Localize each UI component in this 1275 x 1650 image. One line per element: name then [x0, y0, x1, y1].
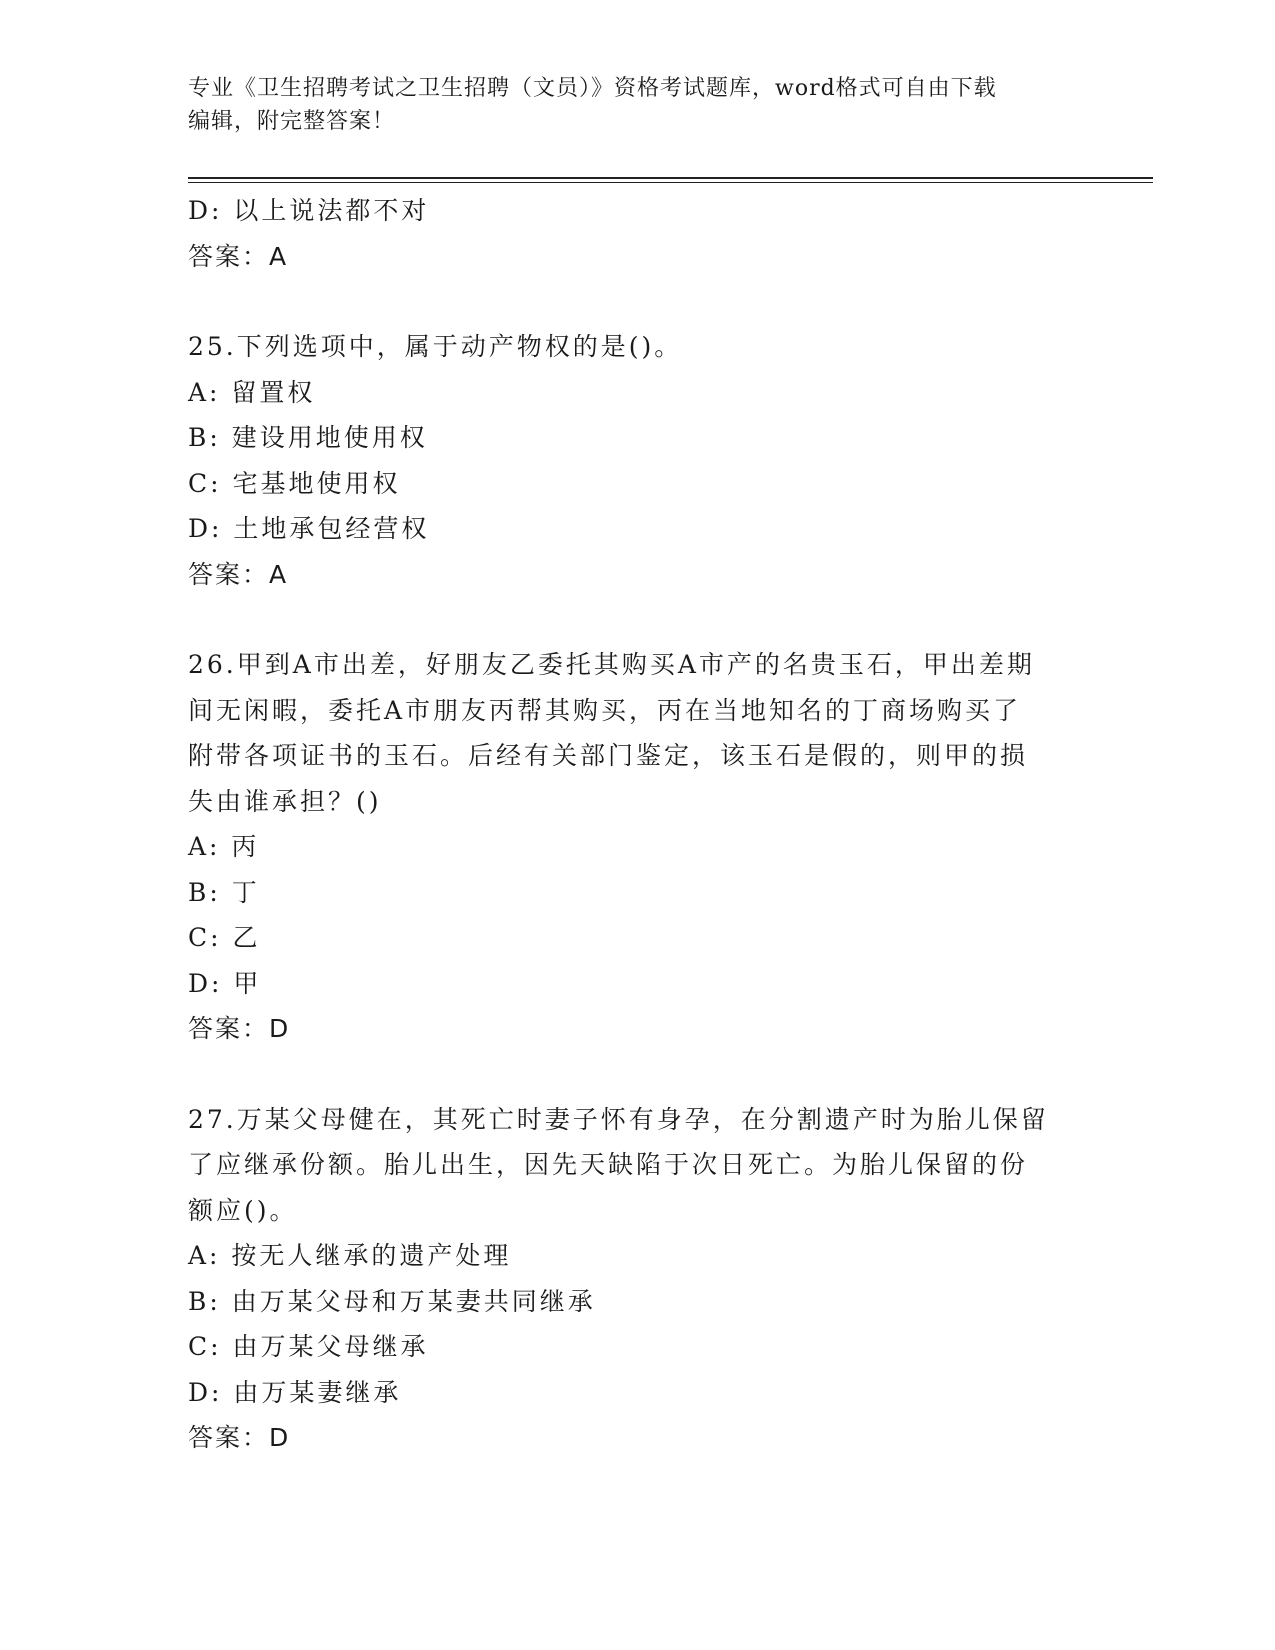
question-stem: 25.下列选项中，属于动产物权的是()。: [188, 332, 683, 361]
question-stem-line: 27.万某父母健在，其死亡时妻子怀有身孕，在分割遗产时为胎儿保留: [188, 1104, 1049, 1134]
answer-line: 答案：A: [188, 241, 289, 271]
header-line-1: 专业《卫生招聘考试之卫生招聘（文员）》资格考试题库，word格式可自由下载: [188, 76, 997, 101]
question-26: [188, 642, 1088, 1052]
option-a: A: 丙: [188, 832, 260, 861]
header-line-2: 编辑，附完整答案！: [188, 109, 396, 134]
question-content: [188, 188, 1088, 1461]
question-stem-line: 间无闲暇，委托A市朋友丙帮其购买，丙在当地知名的丁商场购买了: [188, 695, 1022, 725]
header-divider: [188, 177, 1153, 179]
option-b: B: 建设用地使用权: [188, 423, 428, 452]
question-27: [188, 1097, 1088, 1461]
page-header: [188, 72, 1068, 138]
question-stem-line: 26.甲到A市出差，好朋友乙委托其购买A市产的名贵玉石，甲出差期: [188, 650, 1035, 679]
option-c: C: 由万某父母继承: [188, 1332, 429, 1361]
option-d: D: 以上说法都不对: [188, 196, 430, 225]
question-stem-line: 附带各项证书的玉石。后经有关部门鉴定，该玉石是假的，则甲的损: [188, 741, 1029, 770]
answer-line: 答案：D: [188, 1423, 291, 1452]
option-d: D: 由万某妻继承: [188, 1377, 402, 1407]
option-d: D: 土地承包经营权: [188, 514, 430, 543]
option-b: B: 由万某父母和万某妻共同继承: [188, 1286, 596, 1316]
option-b: B: 丁: [188, 877, 260, 907]
option-a: A: 按无人继承的遗产处理: [188, 1241, 512, 1270]
option-a: A: 留置权: [188, 377, 316, 407]
question-stem-line: 额应()。: [188, 1195, 298, 1225]
header-divider-thin: [188, 182, 1153, 183]
question-stem-line: 了应继承份额。胎儿出生，因先天缺陷于次日死亡。为胎儿保留的份: [188, 1150, 1029, 1179]
option-c: C: 乙: [188, 923, 261, 952]
option-c: C: 宅基地使用权: [188, 468, 401, 498]
question-stem-line: 失由谁承担？(): [188, 786, 382, 816]
option-d: D: 甲: [188, 968, 262, 998]
question-25: [188, 324, 1088, 597]
answer-line: 答案：D: [188, 1014, 291, 1043]
previous-question-tail: [188, 188, 1088, 279]
answer-line: 答案：A: [188, 559, 289, 589]
